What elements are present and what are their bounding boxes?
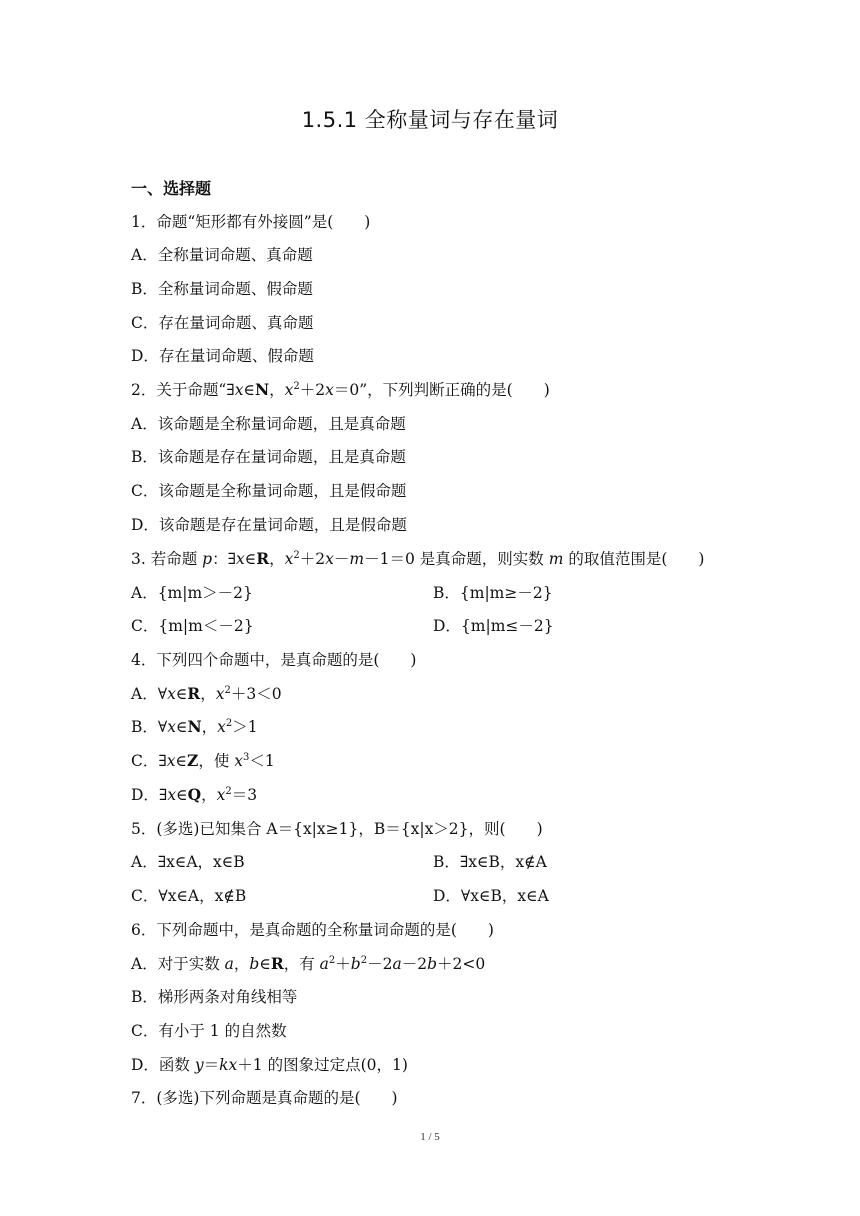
- q1-option-a: A．全称量词命题、真命题: [131, 246, 313, 264]
- q6-option-a: A．对于实数 a，b∈R，有 $a^2+b^2-2a-2b+2<0$: [131, 954, 486, 973]
- q4-stem: 4．下列四个命题中，是真命题的是( ): [131, 651, 417, 669]
- q4-option-c: C．∃x∈Z，使 $x^3<1$: [131, 751, 275, 770]
- q3-option-b: B．{m|m≥－2}: [433, 584, 553, 602]
- q4-option-b: B．∀x∈N，$x^2>1$: [131, 717, 258, 736]
- q2-option-b: B．该命题是存在量词命题，且是真命题: [131, 448, 406, 466]
- q1-option-c: C．存在量词命题、真命题: [131, 314, 314, 332]
- q5-option-d: D．∀x∈B，x∈A: [433, 887, 549, 905]
- q6-option-d: D．函数 y＝kx＋1 的图象过定点(0，1): [131, 1056, 408, 1074]
- q3-option-a: A．{m|m＞－2}: [131, 584, 253, 602]
- q4-option-a: A．∀x∈R，$x^2+3<0$: [131, 684, 282, 703]
- q4-option-d: D．∃x∈Q，$x^2=3$: [131, 785, 258, 804]
- page-number: 1 / 5: [420, 1131, 440, 1143]
- q3-option-d: D．{m|m≤－2}: [433, 617, 554, 635]
- q6-option-c: C．有小于 1 的自然数: [131, 1022, 287, 1040]
- page-title: 1.5.1 全称量词与存在量词: [301, 108, 559, 132]
- q2-option-a: A．该命题是全称量词命题，且是真命题: [131, 415, 406, 433]
- q5-option-c: C．∀x∈A，x∉B: [131, 887, 247, 905]
- q2-stem: 2．关于命题“∃x∈N，$x^2+2x=0$”，下列判断正确的是( ): [131, 380, 550, 399]
- q1-stem: 1．命题“矩形都有外接圆”是( ): [131, 213, 371, 231]
- q5-stem: 5．(多选)已知集合 A＝{x|x≥1}，B＝{x|x＞2}，则( ): [131, 820, 543, 838]
- q2-option-d: D．该命题是存在量词命题，且是假命题: [131, 516, 407, 534]
- section-heading: 一、选择题: [131, 179, 212, 198]
- q5-option-b: B．∃x∈B，x∉A: [433, 853, 547, 871]
- q2-option-c: C．该命题是全称量词命题，且是假命题: [131, 482, 407, 500]
- q6-stem: 6．下列命题中，是真命题的全称量词命题的是( ): [131, 921, 494, 939]
- q1-option-b: B．全称量词命题、假命题: [131, 280, 313, 298]
- q1-option-d: D．存在量词命题、假命题: [131, 347, 314, 365]
- q6-option-b: B．梯形两条对角线相等: [131, 988, 298, 1006]
- q3-option-c: C．{m|m＜－2}: [131, 617, 254, 635]
- q7-stem: 7．(多选)下列命题是真命题的是( ): [131, 1089, 398, 1107]
- q3-stem: 3. 若命题 p：∃x∈R，$x^2+2x-m-1=0$ 是真命题，则实数 m 的取值范围是( ): [131, 549, 705, 568]
- q5-option-a: A．∃x∈A，x∈B: [131, 853, 245, 871]
